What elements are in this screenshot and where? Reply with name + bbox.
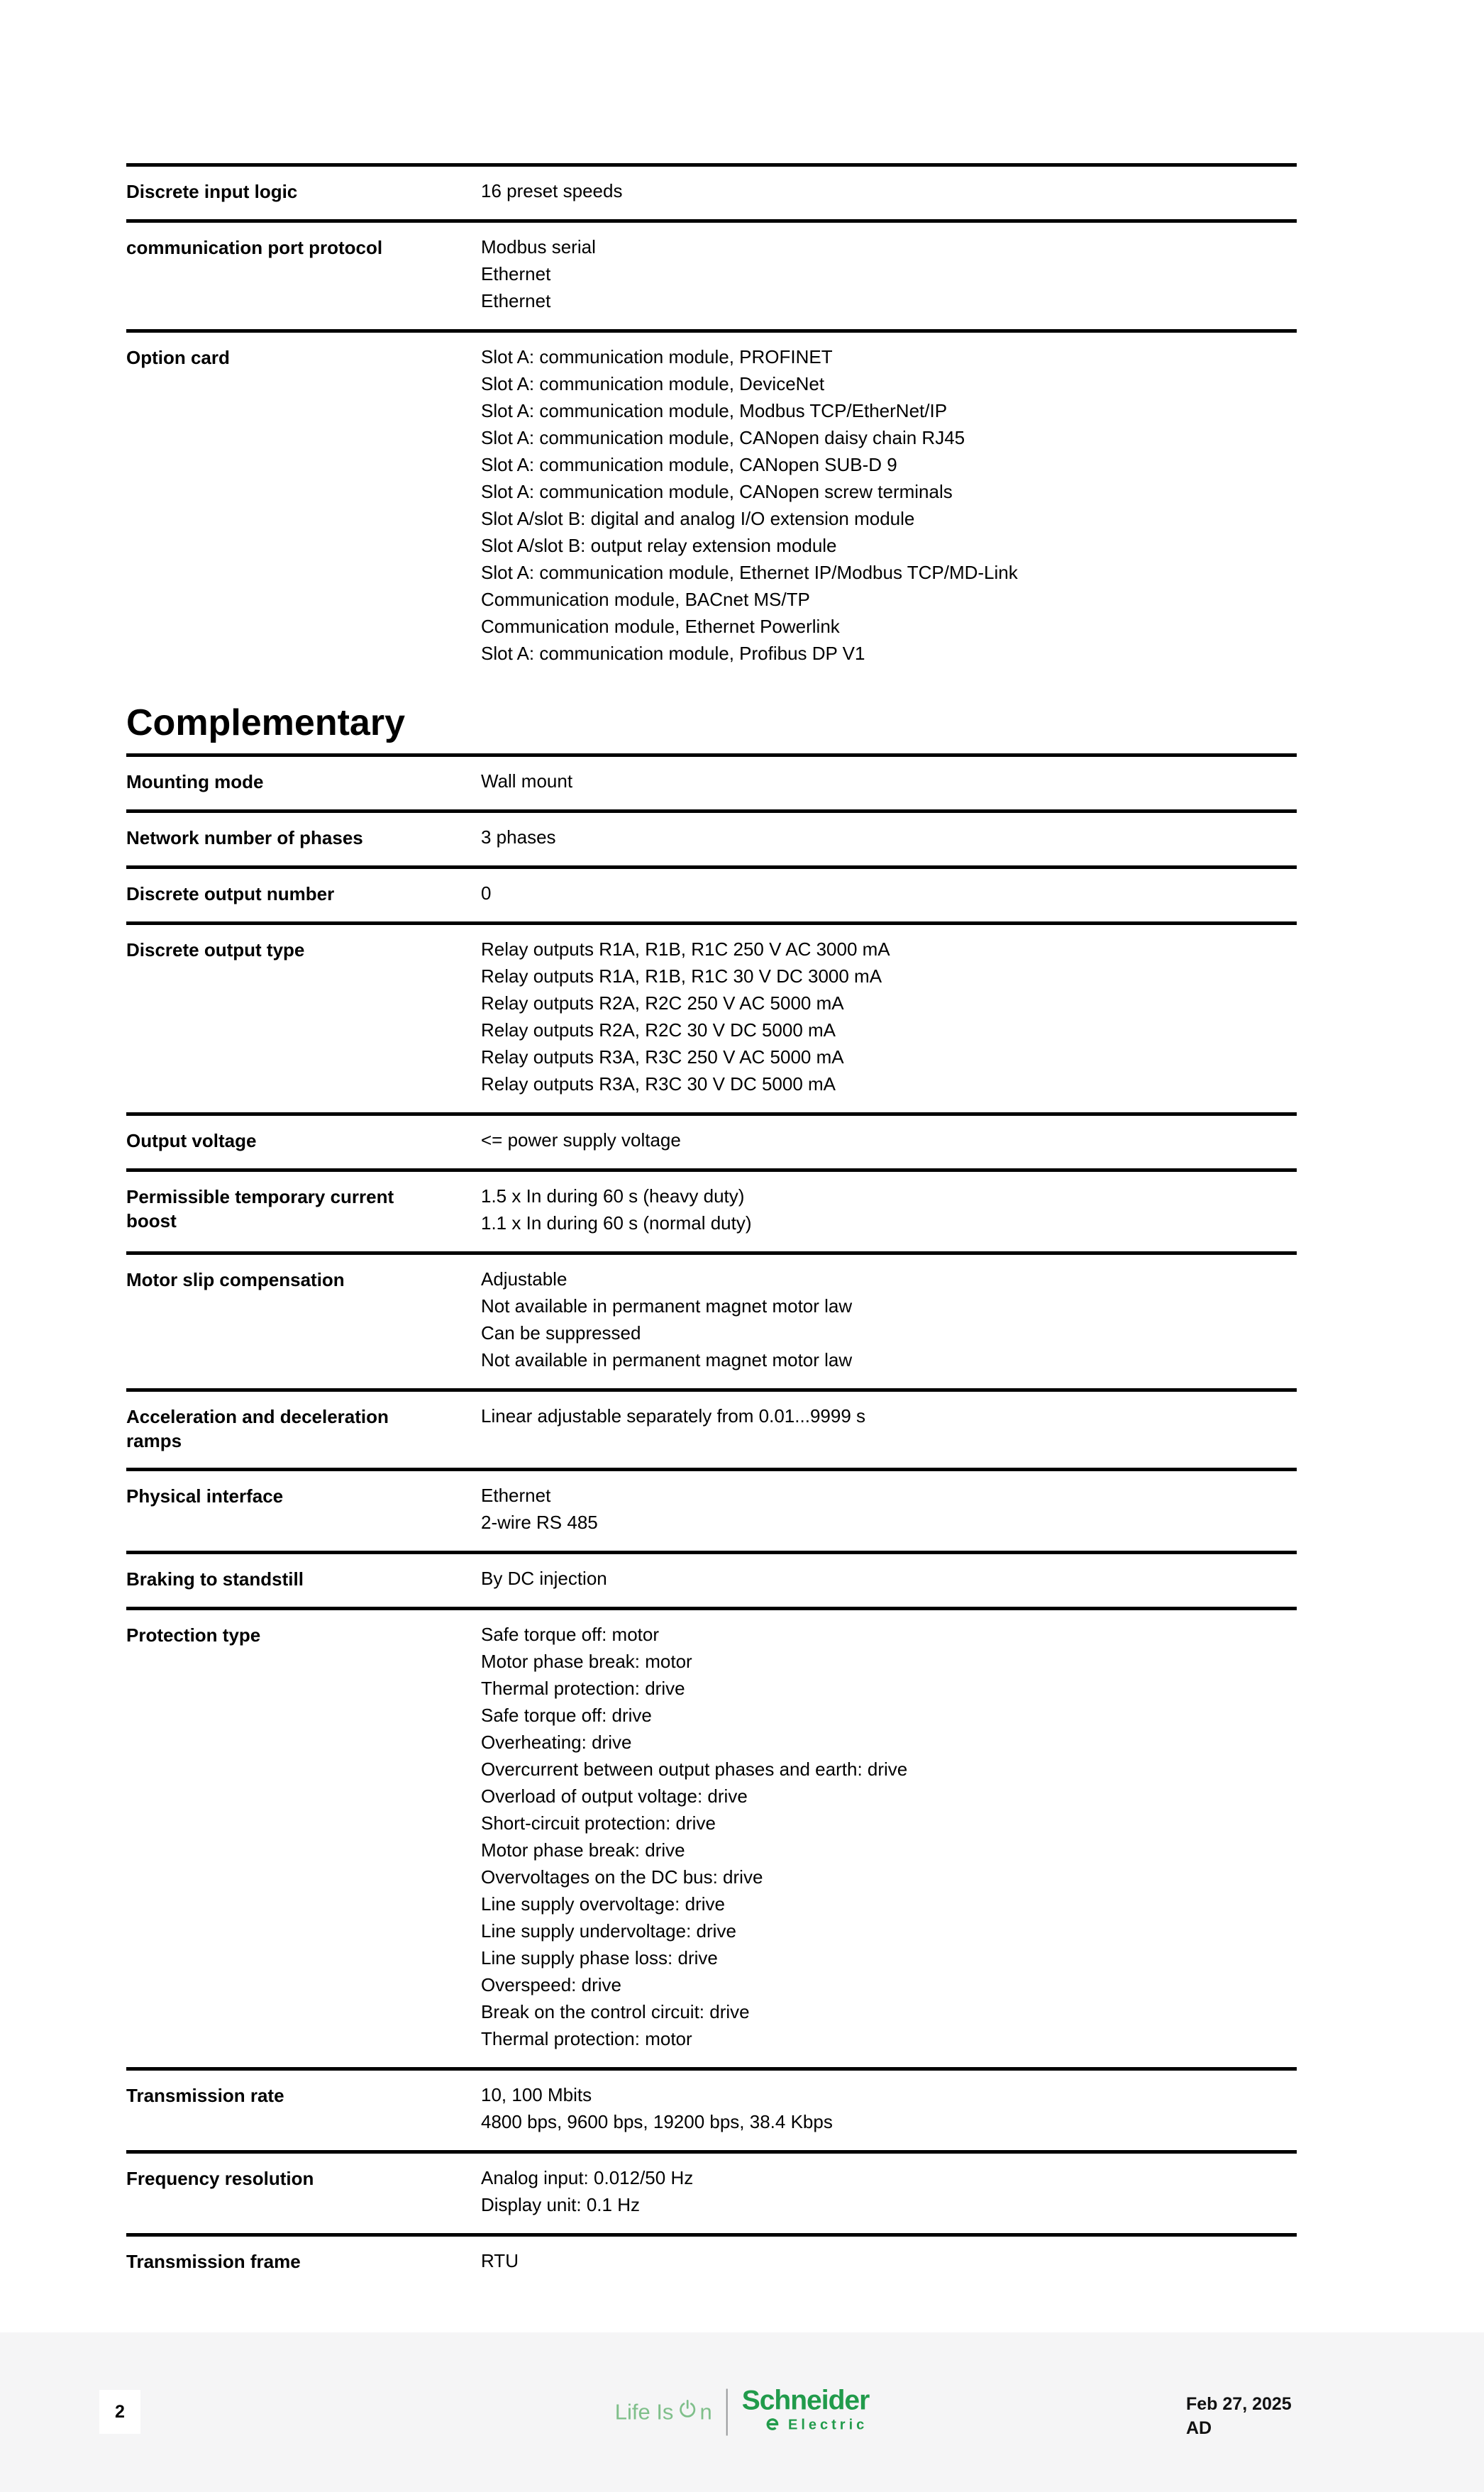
- spec-value-line: 16 preset speeds: [481, 180, 623, 201]
- schneider-logo: [614, 2385, 870, 2436]
- spec-value-line: 2-wire RS 485: [481, 1512, 598, 1533]
- spec-value-line: 1.5 x In during 60 s (heavy duty): [481, 1185, 745, 1207]
- spec-label: Braking to standstill: [126, 1568, 304, 1590]
- spec-values: [481, 177, 1297, 204]
- spec-value-line: 3 phases: [481, 826, 556, 848]
- spec-value-line: Modbus serial: [481, 236, 596, 257]
- spec-row: [126, 925, 1297, 1116]
- spec-value-line: Break on the control circuit: drive: [481, 2001, 750, 2022]
- spec-value-line: Line supply undervoltage: drive: [481, 1920, 736, 1942]
- spec-label: Discrete input logic: [126, 181, 298, 202]
- section-title: Complementary: [126, 702, 405, 743]
- spec-value-line: Display unit: 0.1 Hz: [481, 2194, 640, 2215]
- spec-row: [126, 1116, 1297, 1172]
- spec-label: Discrete output number: [126, 883, 335, 904]
- spec-label: Mounting mode: [126, 771, 264, 792]
- spec-label: Output voltage: [126, 1130, 257, 1151]
- spec-values: [481, 1126, 1297, 1153]
- spec-value-line: Motor phase break: motor: [481, 1651, 692, 1672]
- spec-value-line: Not available in permanent magnet motor law: [481, 1349, 853, 1370]
- spec-value-line: Relay outputs R1A, R1B, R1C 250 V AC 3000 mA: [481, 938, 890, 960]
- spec-label: Network number of phases: [126, 827, 363, 848]
- spec-label: Discrete output type: [126, 939, 305, 960]
- spec-values: [481, 1621, 1297, 2052]
- spec-value-line: Slot A: communication module, Modbus TCP/EtherNet/IP: [481, 400, 948, 421]
- spec-value-line: Linear adjustable separately from 0.01...9999 s: [481, 1405, 866, 1427]
- page-footer: [0, 2332, 1484, 2492]
- spec-value-line: Slot A: communication module, CANopen daisy chain RJ45: [481, 427, 965, 448]
- spec-label: Acceleration and deceleration ramps: [126, 1406, 389, 1451]
- spec-values: [481, 936, 1297, 1097]
- logo-divider: [726, 2388, 728, 2435]
- spec-value-line: Overheating: drive: [481, 1732, 632, 1753]
- spec-value-line: Relay outputs R3A, R3C 30 V DC 5000 mA: [481, 1073, 836, 1095]
- spec-label: communication port protocol: [126, 237, 383, 258]
- spec-value-line: Slot A: communication module, CANopen screw terminals: [481, 481, 953, 502]
- spec-value-line: Slot A: communication module, Profibus DP V1: [481, 643, 865, 664]
- spec-value-line: Ethernet: [481, 290, 551, 311]
- spec-value-line: Relay outputs R3A, R3C 250 V AC 5000 mA: [481, 1046, 844, 1068]
- spec-value-line: Relay outputs R2A, R2C 30 V DC 5000 mA: [481, 1019, 836, 1041]
- spec-values: [481, 2247, 1297, 2274]
- life-is-on-text: Life Is: [614, 2399, 674, 2424]
- spec-row: [126, 167, 1297, 223]
- spec-row: [126, 2071, 1297, 2154]
- footer-date-block: [1186, 2392, 1292, 2440]
- spec-value-line: <= power supply voltage: [481, 1129, 681, 1151]
- spec-row: [126, 1172, 1297, 1255]
- life-is-on-tagline: [615, 2398, 712, 2425]
- spec-label: Frequency resolution: [126, 2168, 314, 2189]
- spec-value-line: Analog input: 0.012/50 Hz: [481, 2167, 694, 2188]
- spec-value-line: Overspeed: drive: [481, 1974, 621, 1995]
- spec-value-line: Communication module, Ethernet Powerlink: [481, 616, 840, 637]
- spec-values: [481, 1565, 1297, 1592]
- spec-row: [126, 333, 1297, 682]
- spec-value-line: Safe torque off: motor: [481, 1624, 659, 1645]
- spec-values: [481, 2164, 1297, 2218]
- spec-value-line: Safe torque off: drive: [481, 1705, 652, 1726]
- spec-value-line: Slot A/slot B: digital and analog I/O extension module: [481, 508, 915, 529]
- spec-value-line: Relay outputs R1A, R1B, R1C 30 V DC 3000 mA: [481, 965, 882, 987]
- spec-value-line: 4800 bps, 9600 bps, 19200 bps, 38.4 Kbps: [481, 2111, 833, 2132]
- spec-row: [126, 1471, 1297, 1554]
- spec-value-line: Overload of output voltage: drive: [481, 1785, 748, 1807]
- spec-value-line: Ethernet: [481, 263, 551, 284]
- spec-value-line: RTU: [481, 2250, 519, 2271]
- spec-label: Motor slip compensation: [126, 1269, 345, 1290]
- spec-label: Transmission frame: [126, 2251, 301, 2272]
- spec-value-line: Motor phase break: drive: [481, 1839, 685, 1861]
- spec-value-line: Slot A/slot B: output relay extension module: [481, 535, 837, 556]
- spec-values: [481, 2081, 1297, 2135]
- spec-value-line: Line supply phase loss: drive: [481, 1947, 718, 1968]
- footer-doc-ref: AD: [1186, 2418, 1212, 2438]
- life-is-on-text-suffix: n: [699, 2399, 712, 2424]
- spec-value-line: Thermal protection: drive: [481, 1678, 685, 1699]
- spec-value-line: Communication module, BACnet MS/TP: [481, 589, 810, 610]
- spec-value-line: By DC injection: [481, 1568, 607, 1589]
- spec-values: [481, 1266, 1297, 1373]
- spec-values: [481, 1482, 1297, 1536]
- spec-value-line: 10, 100 Mbits: [481, 2084, 592, 2105]
- spec-values: [481, 1183, 1297, 1236]
- spec-row: [126, 1554, 1297, 1610]
- spec-table-top: [126, 163, 1297, 682]
- spec-value-line: Line supply overvoltage: drive: [481, 1893, 725, 1915]
- spec-label: Transmission rate: [126, 2085, 284, 2106]
- spec-row: [126, 2237, 1297, 2289]
- spec-label: Option card: [126, 347, 230, 368]
- footer-date: Feb 27, 2025: [1186, 2394, 1292, 2414]
- spec-row: [126, 223, 1297, 333]
- spec-value-line: Slot A: communication module, CANopen SUB-D 9: [481, 454, 897, 475]
- spec-row: [126, 1610, 1297, 2071]
- spec-value-line: Slot A: communication module, PROFINET: [481, 346, 833, 367]
- spec-value-line: Thermal protection: motor: [481, 2028, 692, 2049]
- spec-value-line: Slot A: communication module, DeviceNet: [481, 373, 825, 394]
- spec-value-line: Overcurrent between output phases and earth: drive: [481, 1759, 908, 1780]
- spec-value-line: 1.1 x In during 60 s (normal duty): [481, 1212, 752, 1234]
- spec-row: [126, 1255, 1297, 1392]
- spec-label: Protection type: [126, 1624, 261, 1646]
- brand-sub-text: Electric: [788, 2417, 868, 2433]
- spec-row: [126, 813, 1297, 869]
- spec-values: [481, 233, 1297, 314]
- spec-values: [481, 1402, 1297, 1453]
- spec-label: Permissible temporary current boost: [126, 1186, 394, 1231]
- spec-values: [481, 768, 1297, 794]
- schneider-symbol-icon: [765, 2415, 783, 2436]
- spec-label: Physical interface: [126, 1485, 284, 1507]
- spec-row: [126, 757, 1297, 813]
- spec-value-line: 0: [481, 882, 492, 904]
- page-content: [126, 163, 1297, 2289]
- spec-row: [126, 2154, 1297, 2237]
- spec-value-line: Adjustable: [481, 1268, 567, 1290]
- power-icon: [677, 2398, 697, 2424]
- spec-value-line: Not available in permanent magnet motor law: [481, 1295, 853, 1317]
- spec-value-line: Can be suppressed: [481, 1322, 641, 1344]
- spec-value-line: Wall mount: [481, 770, 573, 792]
- spec-value-line: Slot A: communication module, Ethernet IP/Modbus TCP/MD-Link: [481, 562, 1018, 583]
- spec-values: [481, 343, 1297, 667]
- spec-value-line: Relay outputs R2A, R2C 250 V AC 5000 mA: [481, 992, 844, 1014]
- brand-subline: [765, 2415, 868, 2436]
- page-number-box: [99, 2390, 140, 2434]
- spec-row: [126, 1392, 1297, 1471]
- spec-table-complementary: [126, 753, 1297, 2289]
- page-number: 2: [115, 2401, 125, 2422]
- brand-name: Schneider: [741, 2385, 870, 2416]
- spec-value-line: Overvoltages on the DC bus: drive: [481, 1866, 763, 1888]
- spec-row: [126, 869, 1297, 925]
- spec-values: [481, 880, 1297, 907]
- spec-value-line: Short-circuit protection: drive: [481, 1812, 716, 1834]
- spec-value-line: Ethernet: [481, 1485, 551, 1506]
- brand-block: [741, 2385, 870, 2436]
- spec-values: [481, 824, 1297, 851]
